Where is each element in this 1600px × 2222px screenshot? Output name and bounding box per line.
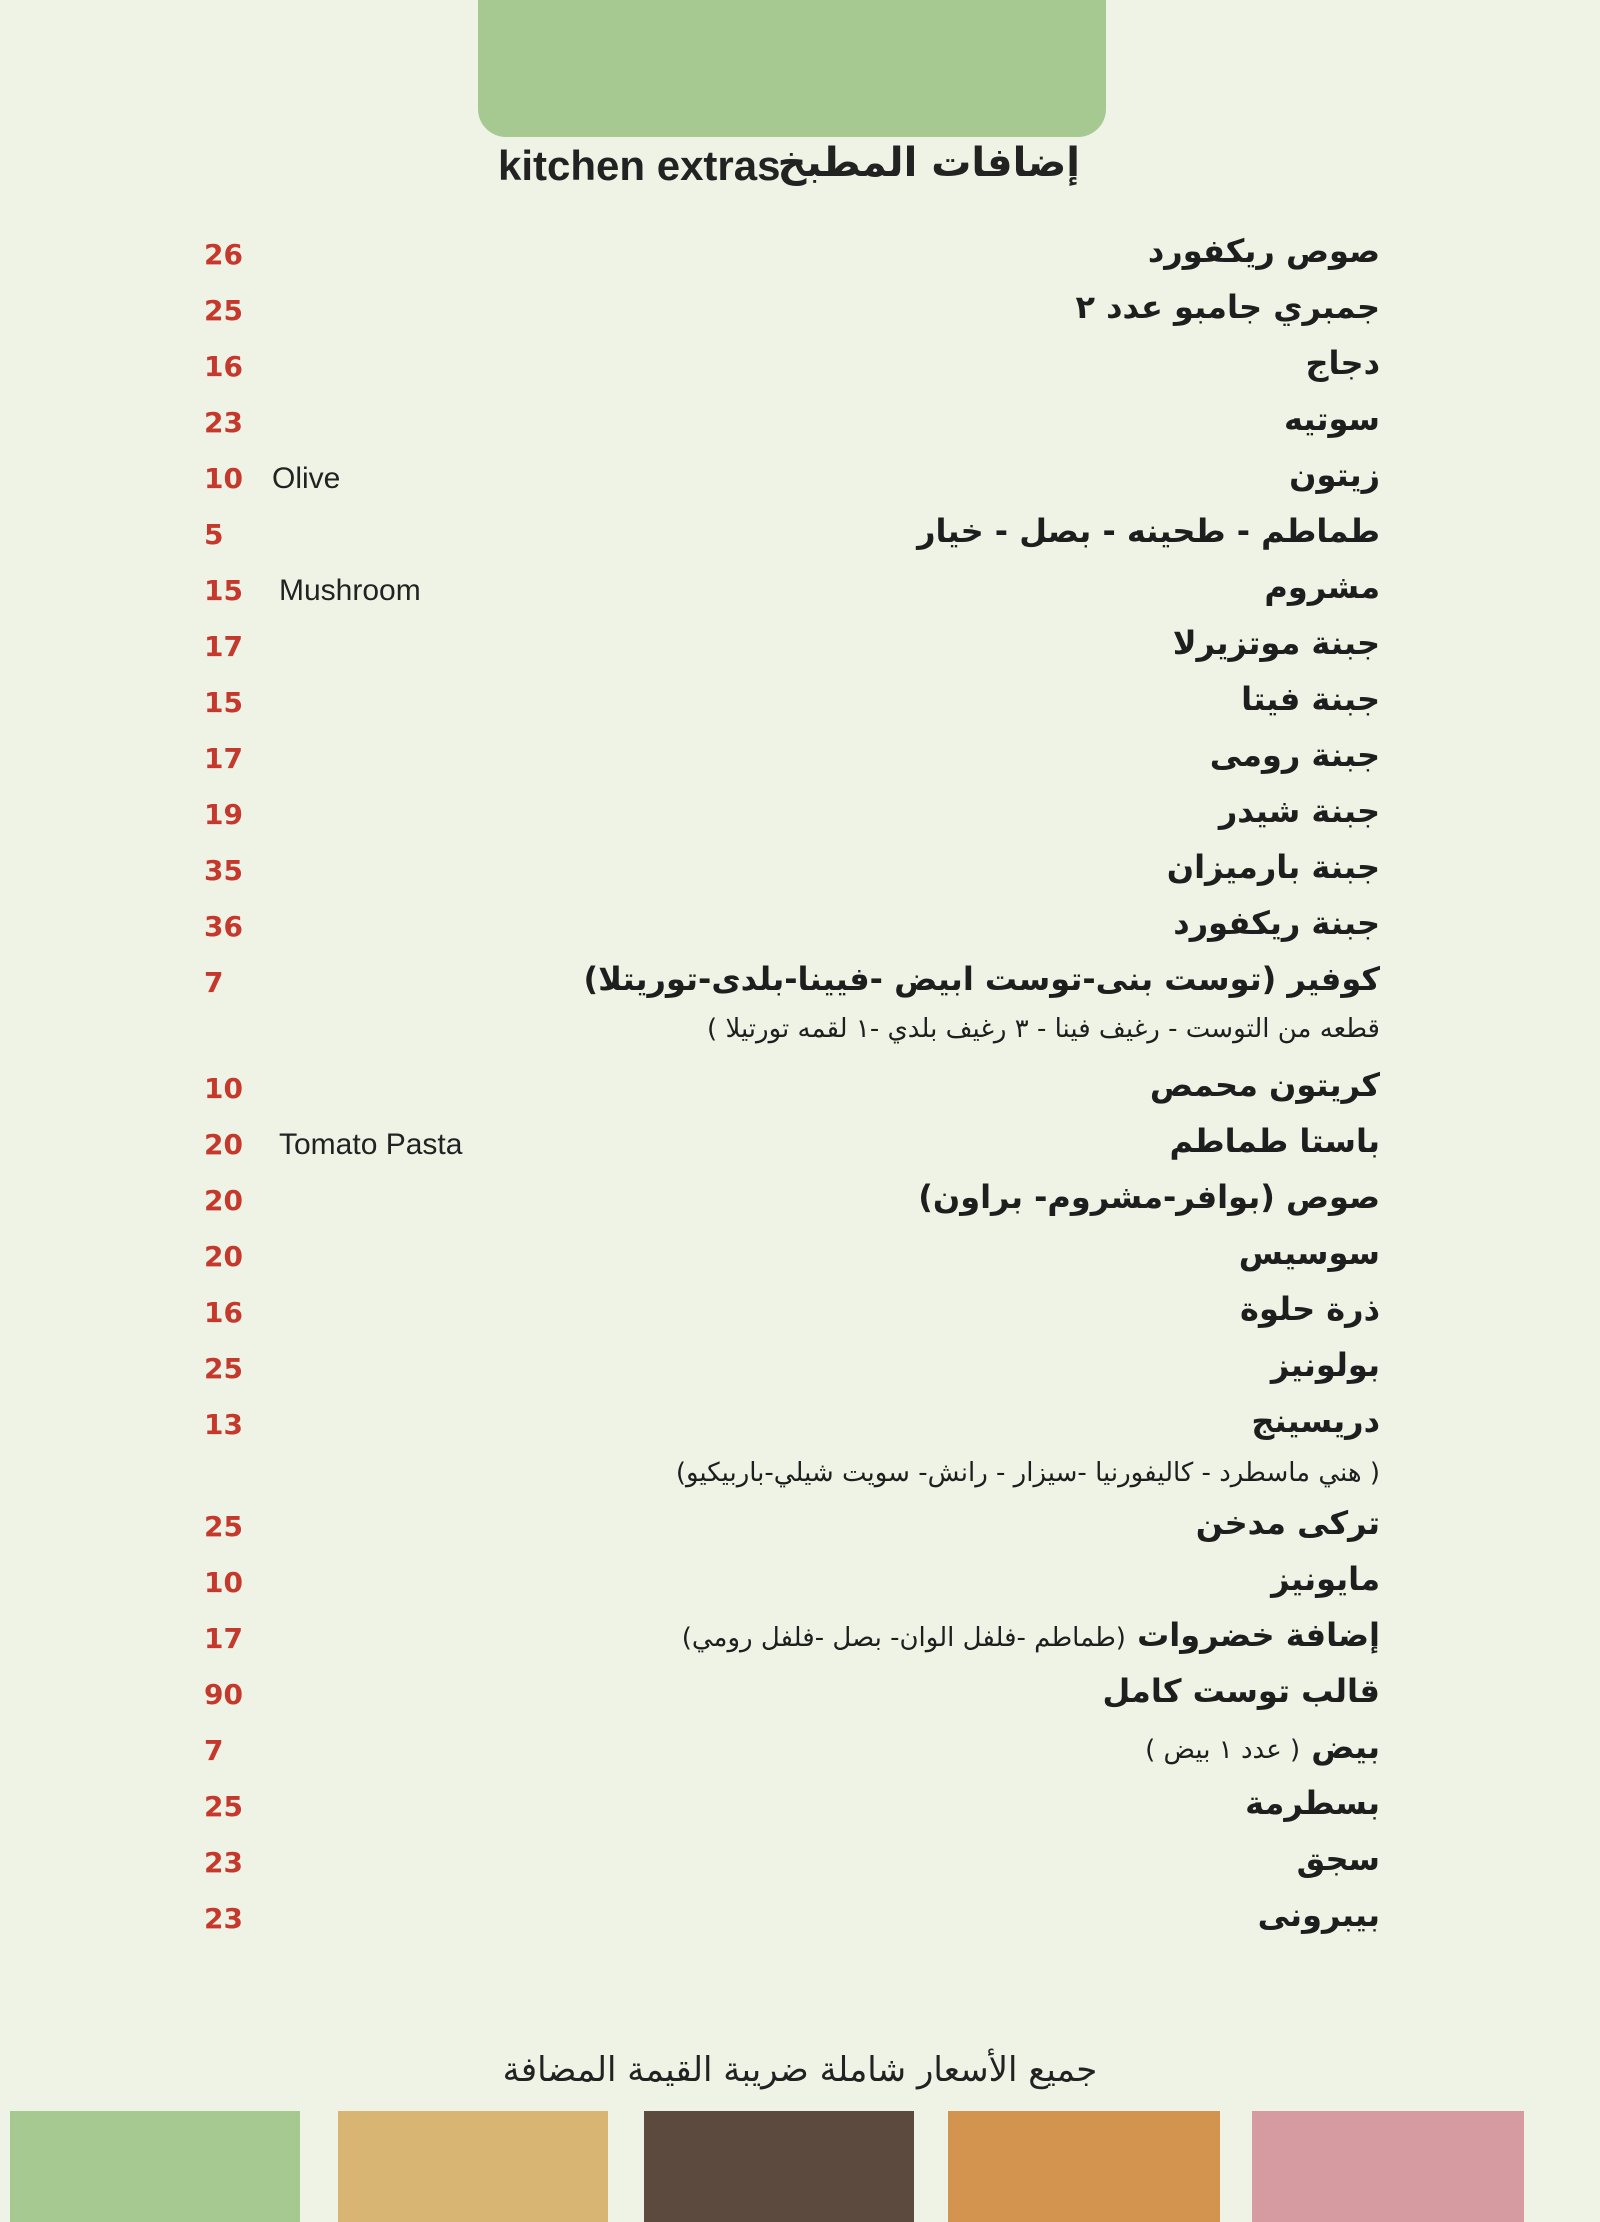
menu-item-row [0, 1398, 1600, 1454]
item-name: طماطم - طحينه - بصل - خيار [917, 512, 1380, 550]
item-price: 10 [204, 462, 243, 495]
menu-item-row [0, 1892, 1600, 1948]
item-price: 19 [204, 798, 243, 831]
item-price: 17 [204, 1622, 243, 1655]
menu-item-row [0, 1174, 1600, 1230]
item-english-name: Olive [272, 462, 341, 495]
menu-item-row [0, 620, 1600, 676]
item-price: 36 [204, 910, 243, 943]
item-name: صوص (بوافر-مشروم- براون) [918, 1178, 1380, 1216]
item-name: دجاج [1305, 344, 1380, 382]
item-price: 35 [204, 854, 243, 887]
item-price: 5 [204, 518, 224, 551]
menu-item-row [0, 564, 1600, 620]
menu-item-row [0, 900, 1600, 956]
item-price: 15 [204, 686, 243, 719]
item-arabic-name [1196, 1504, 1380, 1542]
item-arabic-name [1271, 1560, 1380, 1598]
item-arabic-name [1258, 1896, 1380, 1934]
item-arabic-name [1148, 232, 1380, 270]
item-subnote-row [0, 1450, 1600, 1506]
item-subnote: قطعه من التوست - رغيف فينا - ٣ رغيف بلدي -١ لقمه تورتيلا ) [707, 1014, 1380, 1044]
swatch-tan [338, 2111, 608, 2222]
menu-item-row [0, 1556, 1600, 1612]
vat-note: جميع الأسعار شاملة ضريبة القيمة المضافة [502, 2050, 1098, 2090]
item-name: دريسينج [1251, 1402, 1380, 1440]
item-arabic-name [1167, 848, 1380, 886]
menu-item-row [0, 396, 1600, 452]
menu-item-row [0, 956, 1600, 1012]
item-arabic-name [1102, 1672, 1380, 1710]
item-price: 25 [204, 1790, 243, 1823]
item-arabic-name [1210, 736, 1380, 774]
menu-item-row [0, 1062, 1600, 1118]
item-name: بسطرمة [1245, 1784, 1380, 1822]
item-arabic-name [917, 512, 1380, 550]
item-arabic-name [1251, 1402, 1380, 1440]
item-name: قالب توست كامل [1102, 1672, 1380, 1710]
menu-item-row [0, 340, 1600, 396]
item-name: صوص ريكفورد [1147, 232, 1380, 270]
item-price: 20 [204, 1128, 243, 1161]
menu-item-row [0, 844, 1600, 900]
item-arabic-name [1305, 344, 1380, 382]
item-price: 17 [204, 630, 243, 663]
title-arabic: إضافات المطبخ [777, 140, 1080, 186]
item-name: بيبرونى [1257, 1896, 1380, 1934]
menu-item-row [0, 1342, 1600, 1398]
menu-item-row [0, 676, 1600, 732]
menu-item-row [0, 1724, 1600, 1780]
item-subnote-row [0, 1006, 1600, 1062]
item-name: باستا طماطم [1169, 1122, 1380, 1160]
item-price: 17 [204, 742, 243, 775]
item-name: كوفير (توست بنى-توست ابيض -فيينا-بلدى-توريتلا) [583, 960, 1380, 998]
menu-item-row [0, 1286, 1600, 1342]
menu-item-row [0, 788, 1600, 844]
item-arabic-name [1241, 680, 1380, 718]
item-arabic-name [918, 1178, 1380, 1216]
item-arabic-name [1240, 1290, 1380, 1328]
item-name: جبنة رومى [1209, 736, 1380, 774]
menu-item-row [0, 1836, 1600, 1892]
item-arabic-name [1173, 624, 1380, 662]
item-price: 15 [204, 574, 243, 607]
item-price: 20 [204, 1184, 243, 1217]
item-price: 7 [204, 1734, 224, 1767]
header-tab [478, 0, 1106, 137]
item-price: 26 [204, 238, 243, 271]
item-arabic-name [1264, 568, 1380, 606]
item-arabic-name [1271, 1346, 1380, 1384]
item-arabic-name [1219, 792, 1380, 830]
item-price: 90 [204, 1678, 243, 1711]
title-english: kitchen extras [498, 142, 781, 189]
item-name: زيتون [1289, 456, 1380, 494]
item-arabic-name [1239, 1234, 1380, 1272]
item-arabic-name [1173, 904, 1380, 942]
item-name: كريتون محمص [1149, 1066, 1380, 1104]
item-arabic-name [1289, 456, 1380, 494]
menu-item-row [0, 508, 1600, 564]
menu-item-row [0, 284, 1600, 340]
item-arabic-name [682, 1616, 1380, 1654]
item-arabic-name [1245, 1784, 1380, 1822]
item-price: 25 [204, 294, 243, 327]
menu-item-row [0, 1500, 1600, 1556]
swatch-brown [644, 2111, 914, 2222]
swatch-green [10, 2111, 300, 2222]
menu-item-row [0, 732, 1600, 788]
item-arabic-name [1297, 1840, 1380, 1878]
item-name: سوتيه [1283, 400, 1380, 438]
item-name: مشروم [1264, 568, 1380, 606]
item-price: 16 [204, 350, 243, 383]
item-price: 23 [204, 1902, 243, 1935]
item-name: بيض [1311, 1728, 1380, 1766]
menu-item-row [0, 1668, 1600, 1724]
item-name: بولونيز [1270, 1346, 1380, 1384]
item-arabic-name [1150, 1066, 1380, 1104]
item-price: 25 [204, 1352, 243, 1385]
item-arabic-name [1145, 1728, 1380, 1766]
item-name: جبنة شيدر [1218, 792, 1380, 830]
menu-item-row [0, 1118, 1600, 1174]
item-price: 25 [204, 1510, 243, 1543]
item-name: إضافة خضروات [1137, 1616, 1380, 1654]
item-arabic-name [1284, 400, 1380, 438]
item-arabic-name [1169, 1122, 1380, 1160]
item-price: 23 [204, 1846, 243, 1879]
item-name: جبنة فيتا [1241, 680, 1380, 718]
item-name: تركى مدخن [1195, 1504, 1380, 1542]
item-price: 23 [204, 406, 243, 439]
item-name: جبنة ريكفورد [1173, 904, 1380, 942]
item-price: 7 [204, 966, 224, 999]
item-name: سجق [1296, 1840, 1380, 1878]
swatch-pink [1252, 2111, 1524, 2222]
menu-item-row [0, 1780, 1600, 1836]
item-arabic-name [1075, 288, 1380, 326]
item-arabic-name [584, 960, 1380, 998]
item-english-name: Tomato Pasta [279, 1128, 463, 1161]
menu-item-row [0, 228, 1600, 284]
item-price: 10 [204, 1566, 243, 1599]
menu-item-row [0, 1612, 1600, 1668]
swatch-orange [948, 2111, 1220, 2222]
item-name: مايونيز [1271, 1560, 1380, 1598]
item-price: 10 [204, 1072, 243, 1105]
item-name: ذرة حلوة [1240, 1290, 1380, 1328]
item-price: 20 [204, 1240, 243, 1273]
item-price: 16 [204, 1296, 243, 1329]
item-note: ( عدد ١ بيض ) [1145, 1735, 1301, 1765]
item-english-name: Mushroom [279, 574, 421, 607]
item-name: جمبري جامبو عدد ٢ [1075, 288, 1380, 326]
item-name: سوسيس [1238, 1234, 1380, 1272]
item-name: جبنة بارميزان [1166, 848, 1380, 886]
item-note: (طماطم -فلفل الوان- بصل -فلفل رومي) [681, 1623, 1126, 1653]
menu-item-row [0, 452, 1600, 508]
item-subnote: ( هني ماسطرد - كاليفورنيا -سيزار - رانش- سويت شيلي-باربيكيو) [675, 1458, 1380, 1488]
item-price: 13 [204, 1408, 243, 1441]
menu-item-row [0, 1230, 1600, 1286]
item-name: جبنة موتزيرلا [1172, 624, 1380, 662]
